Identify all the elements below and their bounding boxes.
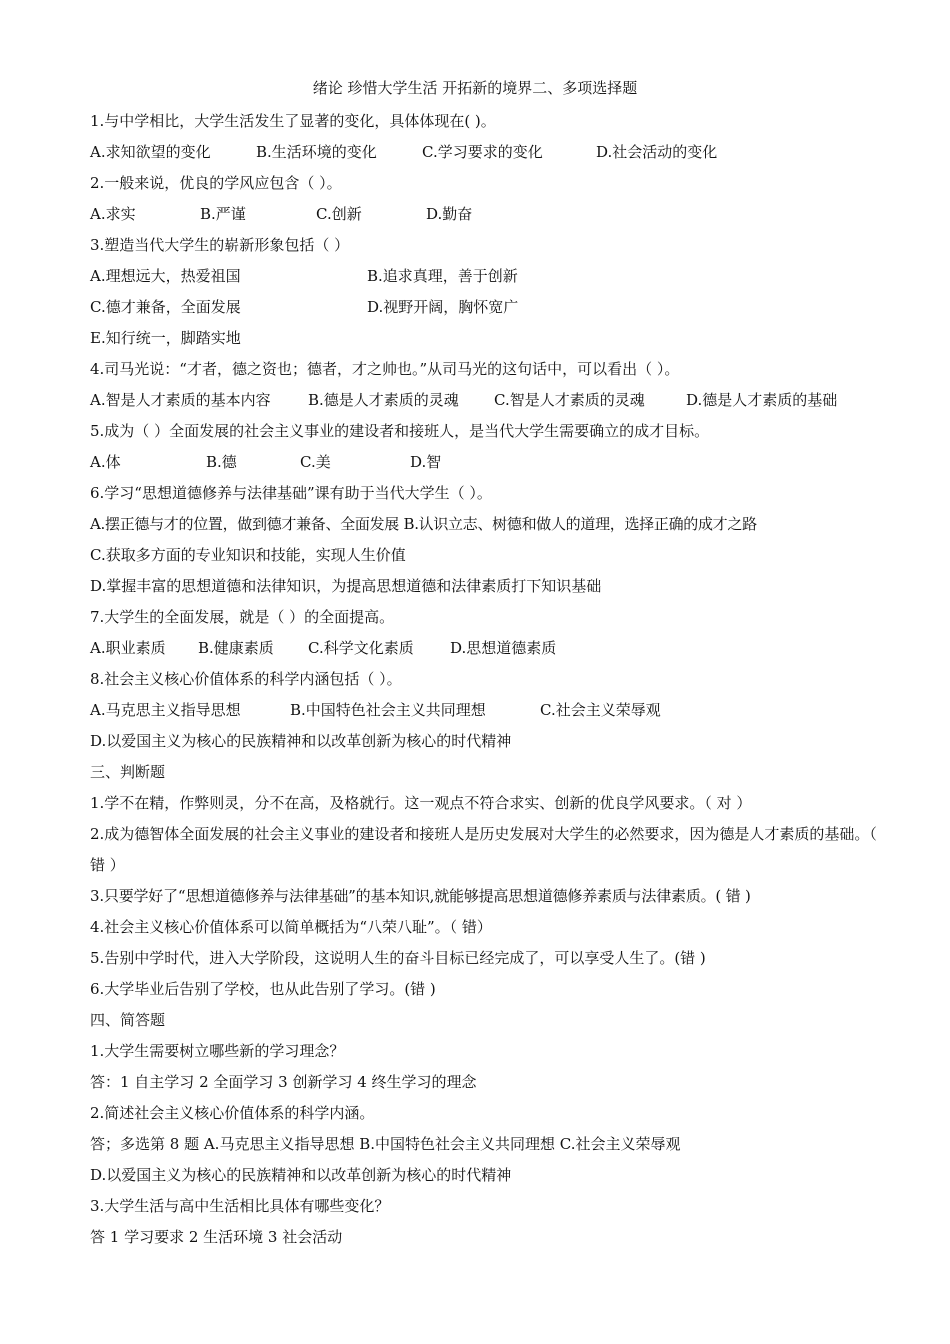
judgment-5: 5.告别中学时代，进入大学阶段，这说明人生的奋斗目标已经完成了，可以享受人生了。(错 ) bbox=[90, 949, 706, 967]
option: C.智是人才素质的灵魂 bbox=[494, 391, 645, 409]
question-4: 4.司马光说：“才者，德之资也；德者，才之帅也。”从司马光的这句话中，可以看出（ ）。 bbox=[90, 360, 680, 378]
option: B.德 bbox=[206, 453, 237, 471]
option: A.职业素质 bbox=[90, 639, 166, 657]
question-2-options bbox=[90, 199, 880, 230]
judgment-2: 2.成为德智体全面发展的社会主义事业的建设者和接班人是历史发展对大学生的必然要求，因为德是人才素质的基础。（ 错 ） bbox=[90, 825, 877, 874]
judgment-1: 1.学不在精，作弊则灵，分不在高，及格就行。这一观点不符合求实、创新的优良学风要求。（ 对 ） bbox=[90, 794, 752, 812]
question-3: 3.塑造当代大学生的崭新形象包括（ ） bbox=[90, 236, 350, 254]
option: B.追求真理，善于创新 bbox=[367, 267, 518, 285]
question-6-options-ab: A.摆正德与才的位置，做到德才兼备、全面发展 B.认识立志、树德和做人的道理，选择正确的成才之路 bbox=[90, 515, 757, 533]
option: A.体 bbox=[90, 453, 121, 471]
question-8-option-d: D.以爱国主义为核心的民族精神和以改革创新为核心的时代精神 bbox=[90, 732, 512, 750]
option: A.求知欲望的变化 bbox=[90, 143, 211, 161]
option: C.科学文化素质 bbox=[308, 639, 414, 657]
short-answer-2-answer-d: D.以爱国主义为核心的民族精神和以改革创新为核心的时代精神 bbox=[90, 1166, 512, 1184]
document-title: 绪论 珍惜大学生活 开拓新的境界二、多项选择题 bbox=[312, 79, 638, 97]
question-6: 6.学习“思想道德修养与法律基础”课有助于当代大学生（ ）。 bbox=[90, 484, 492, 502]
option: B.中国特色社会主义共同理想 bbox=[290, 701, 486, 719]
option: A.理想远大，热爱祖国 bbox=[90, 267, 241, 285]
option: B.生活环境的变化 bbox=[256, 143, 377, 161]
question-4-options bbox=[90, 385, 880, 416]
short-answer-1: 1.大学生需要树立哪些新的学习理念？ bbox=[90, 1042, 345, 1060]
judgment-6: 6.大学毕业后告别了学校，也从此告别了学习。(错 ) bbox=[90, 980, 436, 998]
option: D.社会活动的变化 bbox=[596, 143, 718, 161]
judgment-3: 3.只要学好了“思想道德修养与法律基础”的基本知识,就能够提高思想道德修养素质与法律素质。( 错 ) bbox=[90, 887, 751, 905]
question-7: 7.大学生的全面发展，就是（ ）的全面提高。 bbox=[90, 608, 395, 626]
question-6-option-d: D.掌握丰富的思想道德和法律知识，为提高思想道德和法律素质打下知识基础 bbox=[90, 577, 602, 595]
option: B.严谨 bbox=[200, 205, 246, 223]
short-answer-3-answer: 答 1 学习要求 2 生活环境 3 社会活动 bbox=[90, 1228, 343, 1246]
option: C.学习要求的变化 bbox=[422, 143, 543, 161]
option: C.德才兼备，全面发展 bbox=[90, 298, 241, 316]
question-3-options-ab bbox=[90, 261, 880, 292]
short-answer-2-answer: 答；多选第 8 题 A.马克思主义指导思想 B.中国特色社会主义共同理想 C.社会主义荣辱观 bbox=[90, 1135, 681, 1153]
judgment-4: 4.社会主义核心价值体系可以简单概括为“八荣八耻”。（ 错） bbox=[90, 918, 492, 936]
short-answer-1-answer: 答：1 自主学习 2 全面学习 3 创新学习 4 终生学习的理念 bbox=[90, 1073, 477, 1091]
option: A.求实 bbox=[90, 205, 136, 223]
section-heading-short-answer: 四、简答题 bbox=[90, 1011, 166, 1029]
option: A.智是人才素质的基本内容 bbox=[90, 391, 271, 409]
short-answer-3: 3.大学生活与高中生活相比具体有哪些变化？ bbox=[90, 1197, 390, 1215]
option: C.创新 bbox=[316, 205, 362, 223]
option: D.思想道德素质 bbox=[450, 639, 557, 657]
option: D.德是人才素质的基础 bbox=[686, 391, 838, 409]
question-3-options-cd bbox=[90, 292, 880, 323]
question-1-options bbox=[90, 137, 880, 168]
question-5-options bbox=[90, 447, 880, 478]
question-2: 2.一般来说，优良的学风应包含（ ）。 bbox=[90, 174, 342, 192]
question-3-option-e: E.知行统一，脚踏实地 bbox=[90, 329, 241, 347]
question-5: 5.成为（ ）全面发展的社会主义事业的建设者和接班人，是当代大学生需要确立的成才目标。 bbox=[90, 422, 710, 440]
option: D.智 bbox=[410, 453, 442, 471]
document-body bbox=[90, 106, 880, 1253]
option: C.社会主义荣辱观 bbox=[540, 701, 661, 719]
question-1: 1.与中学相比，大学生活发生了显著的变化，具体体现在( )。 bbox=[90, 112, 496, 130]
question-8-options bbox=[90, 695, 880, 726]
short-answer-2: 2.简述社会主义核心价值体系的科学内涵。 bbox=[90, 1104, 375, 1122]
option: D.勤奋 bbox=[426, 205, 473, 223]
option: A.马克思主义指导思想 bbox=[90, 701, 241, 719]
question-8: 8.社会主义核心价值体系的科学内涵包括（ ）。 bbox=[90, 670, 402, 688]
option: C.美 bbox=[300, 453, 331, 471]
option: B.健康素质 bbox=[198, 639, 274, 657]
option: D.视野开阔，胸怀宽广 bbox=[367, 298, 519, 316]
option: B.德是人才素质的灵魂 bbox=[308, 391, 459, 409]
section-heading-judgment: 三、判断题 bbox=[90, 763, 166, 781]
question-7-options bbox=[90, 633, 880, 664]
question-6-option-c: C.获取多方面的专业知识和技能，实现人生价值 bbox=[90, 546, 406, 564]
